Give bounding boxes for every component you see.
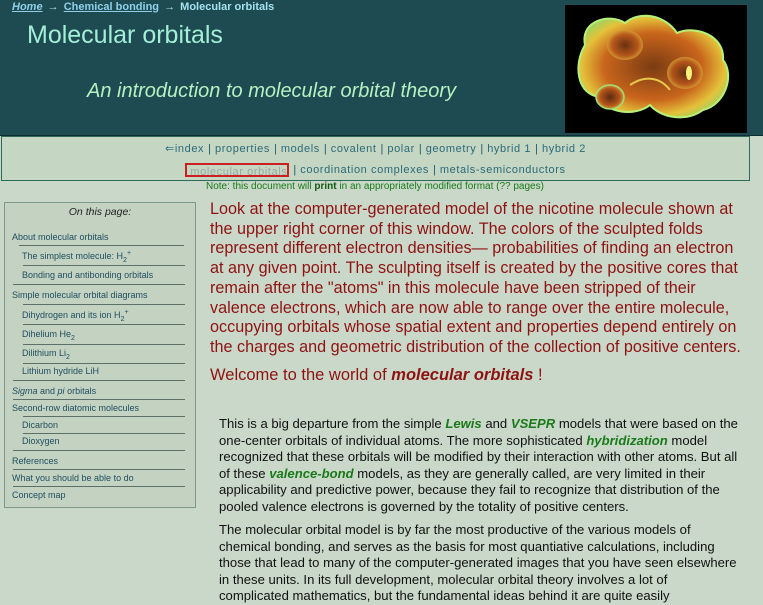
sidebar-divider bbox=[13, 399, 185, 400]
orbitals-label: orbitals bbox=[64, 386, 97, 396]
sidebar-divider bbox=[23, 363, 185, 364]
nav-link-hybrid-1[interactable]: hybrid 1 bbox=[487, 143, 532, 155]
sidebar-title: On this page: bbox=[68, 206, 132, 218]
nav-link-metals-semiconductors[interactable]: metals-semiconductors bbox=[439, 163, 566, 176]
breadcrumb-current: Molecular orbitals bbox=[180, 1, 275, 13]
nav-separator: | bbox=[208, 143, 212, 155]
print-note-bold: print bbox=[314, 181, 337, 192]
nav-link-coordination-complexes[interactable]: coordination complexes bbox=[300, 163, 430, 176]
body-paragraph-2: The molecular orbital model is by far the most productive of the various models of chemical bonding, and serves as the basis for most quantiative calculations, including those that lead to many of the computer-generated images that you have seen elsewhere in these units. In its full development, molecular orbital theory involves a lot of complicated mathematics, but the fundamental ideas behind it are quite easily bbox=[219, 522, 737, 604]
sidebar-item-label: Dihydrogen and its ion H bbox=[22, 310, 121, 320]
nav-row-1 bbox=[2, 142, 749, 155]
sidebar-item-simplest-molecule[interactable] bbox=[22, 250, 131, 264]
sidebar-item-sigma-pi[interactable] bbox=[12, 386, 96, 396]
subscript: 2 bbox=[120, 315, 125, 323]
superscript: + bbox=[124, 309, 129, 316]
para-text: model recognized that these orbitals will be modified by their interaction with other atoms. But all of these bbox=[219, 432, 738, 481]
nav-link-polar[interactable]: polar bbox=[387, 143, 415, 155]
pi-label: pi bbox=[57, 386, 65, 396]
page-subtitle: An introduction to molecular orbital theory bbox=[87, 80, 457, 102]
nav-separator: | bbox=[273, 143, 277, 155]
para-text: models, as they are generally called, are very limited in their applicability and predictive power, because they fail to recognize that distribution of the pooled valence electrons is governed by the totality of positive centers. bbox=[219, 465, 720, 514]
hybridization-link[interactable]: hybridization bbox=[586, 432, 668, 448]
sidebar-divider bbox=[23, 433, 185, 434]
sidebar-item-label: Dilithium Li bbox=[22, 348, 67, 358]
sidebar-item-concept-map[interactable]: Concept map bbox=[12, 490, 66, 500]
nav-link-index[interactable]: ⇐index bbox=[165, 143, 205, 155]
sidebar-divider bbox=[23, 344, 185, 345]
sidebar-item-simple-mo-diagrams[interactable]: Simple molecular orbital diagrams bbox=[12, 290, 148, 300]
nav-separator: | bbox=[293, 163, 297, 176]
welcome-suffix: ! bbox=[533, 366, 543, 384]
welcome-prefix: Welcome to the world of bbox=[210, 366, 392, 384]
welcome-bold: molecular orbitals bbox=[391, 366, 534, 384]
sidebar-divider bbox=[13, 284, 185, 285]
sidebar-divider bbox=[23, 265, 185, 266]
superscript: + bbox=[126, 250, 132, 257]
nav-separator: | bbox=[535, 143, 539, 155]
sidebar-item-what-you-should-do[interactable]: What you should be able to do bbox=[12, 473, 134, 483]
welcome-heading bbox=[210, 366, 543, 385]
breadcrumb-home-link[interactable]: Home bbox=[12, 1, 43, 13]
nav-separator: | bbox=[323, 143, 327, 155]
nav-link-properties[interactable]: properties bbox=[215, 143, 270, 155]
topic-navbar bbox=[1, 136, 750, 181]
para-text: models that were based on the one-center orbitals of individual atoms. The more sophisticated bbox=[219, 416, 738, 448]
nav-link-models[interactable]: models bbox=[280, 143, 320, 155]
sidebar-item-label: Dihelium He bbox=[22, 329, 72, 339]
nav-current-molecular-orbitals: molecular orbitals bbox=[185, 163, 289, 177]
sidebar-divider bbox=[13, 469, 185, 470]
sidebar-item-dihydrogen[interactable] bbox=[22, 309, 129, 323]
intro-paragraph: Look at the computer-generated model of the nicotine molecule shown at the upper right corner of this window. The colors of the sculpted folds represent different electron densities— probabilities of finding an electron at any given point. The sculpting itself is created by the positive cores that remain after the "atoms" in this molecule have been stripped of their valence electrons, which are now able to range over the entire molecule, occupying orbitals whose spatial extent and properties depend entirely on the charges and geometric distribution of the collection of positive centers. bbox=[210, 200, 741, 356]
sidebar-divider bbox=[23, 304, 185, 305]
sidebar-item-dihelium[interactable] bbox=[22, 329, 75, 342]
nav-link-hybrid-2[interactable]: hybrid 2 bbox=[542, 143, 586, 155]
nicotine-orbital-image bbox=[565, 5, 747, 133]
sidebar-divider bbox=[19, 245, 184, 246]
lewis-link[interactable]: Lewis bbox=[445, 416, 482, 431]
on-this-page-sidebar bbox=[4, 202, 196, 508]
print-note bbox=[206, 181, 544, 192]
vsepr-link[interactable]: VSEPR bbox=[510, 416, 556, 431]
nav-row-2 bbox=[2, 163, 749, 177]
para-text: This is a big departure from the simple bbox=[219, 416, 446, 431]
body-paragraph-1 bbox=[219, 416, 739, 516]
nav-separator: | bbox=[418, 143, 422, 155]
sidebar-item-lithium-hydride[interactable]: Lithium hydride LiH bbox=[22, 366, 100, 376]
print-note-suffix: in an appropriately modified format (?? pages) bbox=[336, 181, 544, 192]
valence-bond-link[interactable]: valence-bond bbox=[269, 465, 354, 481]
breadcrumb bbox=[12, 1, 274, 13]
sidebar-item-dilithium[interactable] bbox=[22, 348, 70, 361]
sidebar-divider bbox=[23, 324, 185, 325]
nav-separator: | bbox=[433, 163, 436, 176]
breadcrumb-chemical-bonding-link[interactable]: Chemical bonding bbox=[63, 1, 160, 13]
page-title: Molecular orbitals bbox=[27, 21, 223, 49]
sidebar-item-dicarbon[interactable]: Dicarbon bbox=[22, 420, 59, 430]
nav-separator: | bbox=[480, 143, 484, 155]
nav-link-covalent[interactable]: covalent bbox=[330, 143, 377, 155]
sidebar-divider bbox=[13, 450, 185, 451]
sidebar-item-second-row[interactable]: Second-row diatomic molecules bbox=[12, 403, 140, 413]
print-note-prefix: Note: this document will bbox=[206, 181, 315, 192]
page-header bbox=[0, 0, 763, 136]
para-text: and bbox=[481, 416, 511, 431]
sidebar-item-label: The simplest molecule: H bbox=[22, 251, 124, 261]
subscript: 2 bbox=[71, 334, 75, 342]
sidebar-item-references[interactable]: References bbox=[12, 456, 59, 466]
breadcrumb-arrow: → bbox=[47, 1, 59, 13]
sidebar-divider bbox=[13, 380, 185, 381]
sidebar-item-about[interactable]: About molecular orbitals bbox=[12, 232, 109, 242]
and-label: and bbox=[37, 386, 58, 396]
breadcrumb-arrow: → bbox=[164, 1, 176, 13]
sidebar-item-dioxygen[interactable]: Dioxygen bbox=[22, 436, 60, 446]
sidebar-divider bbox=[23, 416, 185, 417]
nav-link-geometry[interactable]: geometry bbox=[425, 143, 477, 155]
subscript: 2 bbox=[123, 256, 127, 264]
sigma-label: Sigma bbox=[12, 386, 38, 396]
sidebar-divider bbox=[13, 486, 185, 487]
nav-separator: | bbox=[380, 143, 384, 155]
sidebar-item-bonding-antibonding[interactable]: Bonding and antibonding orbitals bbox=[22, 270, 154, 280]
subscript: 2 bbox=[66, 353, 70, 361]
